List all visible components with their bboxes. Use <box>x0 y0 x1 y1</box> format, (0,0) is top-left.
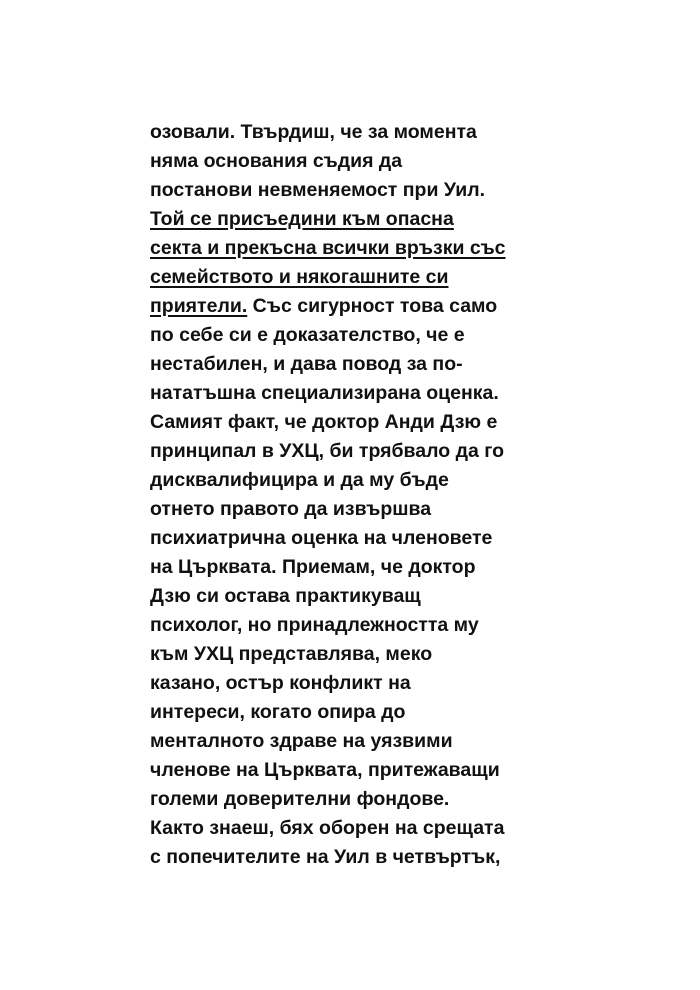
underlined-text: приятели. <box>150 295 248 317</box>
text-line <box>150 379 570 408</box>
text-line <box>150 640 570 669</box>
plain-text: Дзю си остава практикуващ <box>150 585 421 607</box>
text-line <box>150 843 570 872</box>
plain-text: с попечителите на Уил в четвъртък, <box>150 846 501 868</box>
text-line <box>150 495 570 524</box>
plain-text: няма основания съдия да <box>150 150 403 172</box>
text-line <box>150 785 570 814</box>
text-line <box>150 292 570 321</box>
text-line <box>150 118 570 147</box>
plain-text: постанови невменяемост при Уил. <box>150 179 486 201</box>
text-line <box>150 176 570 205</box>
text-line <box>150 408 570 437</box>
plain-text: Както знаеш, бях оборен на срещата <box>150 817 505 839</box>
underlined-text: семейството и някогашните си <box>150 266 449 288</box>
text-line <box>150 524 570 553</box>
text-line <box>150 814 570 843</box>
text-line <box>150 727 570 756</box>
plain-text: принципал в УХЦ, би трябвало да го <box>150 440 505 462</box>
plain-text: големи доверителни фондове. <box>150 788 450 810</box>
text-line <box>150 582 570 611</box>
plain-text: отнето правото да извършва <box>150 498 432 520</box>
plain-text: нестабилен, и дава повод за по- <box>150 353 463 375</box>
text-line <box>150 669 570 698</box>
plain-text: Със сигурност това само <box>247 295 498 317</box>
plain-text: на Църквата. Приемам, че доктор <box>150 556 476 578</box>
plain-text: казано, остър конфликт на <box>150 672 411 694</box>
body-text <box>150 118 570 872</box>
text-line <box>150 611 570 640</box>
plain-text: членове на Църквата, притежаващи <box>150 759 500 781</box>
text-line <box>150 234 570 263</box>
plain-text: менталното здраве на уязвими <box>150 730 453 752</box>
text-line <box>150 756 570 785</box>
plain-text: нататъшна специализирана оценка. <box>150 382 499 404</box>
text-line <box>150 350 570 379</box>
plain-text: дисквалифицира и да му бъде <box>150 469 449 491</box>
plain-text: психиатрична оценка на членовете <box>150 527 493 549</box>
text-line <box>150 147 570 176</box>
underlined-text: секта и прекъсна всички връзки със <box>150 237 506 259</box>
text-line <box>150 205 570 234</box>
text-line <box>150 263 570 292</box>
plain-text: Самият факт, че доктор Анди Дзю е <box>150 411 498 433</box>
text-line <box>150 437 570 466</box>
plain-text: психолог, но принадлежността му <box>150 614 479 636</box>
text-line <box>150 553 570 582</box>
text-line <box>150 466 570 495</box>
text-line <box>150 698 570 727</box>
plain-text: озовали. Твърдиш, че за момента <box>150 121 477 143</box>
underlined-text: Той се присъедини към опасна <box>150 208 454 230</box>
plain-text: по себе си е доказателство, че е <box>150 324 465 346</box>
text-line <box>150 321 570 350</box>
plain-text: към УХЦ представлява, меко <box>150 643 433 665</box>
plain-text: интереси, когато опира до <box>150 701 406 723</box>
